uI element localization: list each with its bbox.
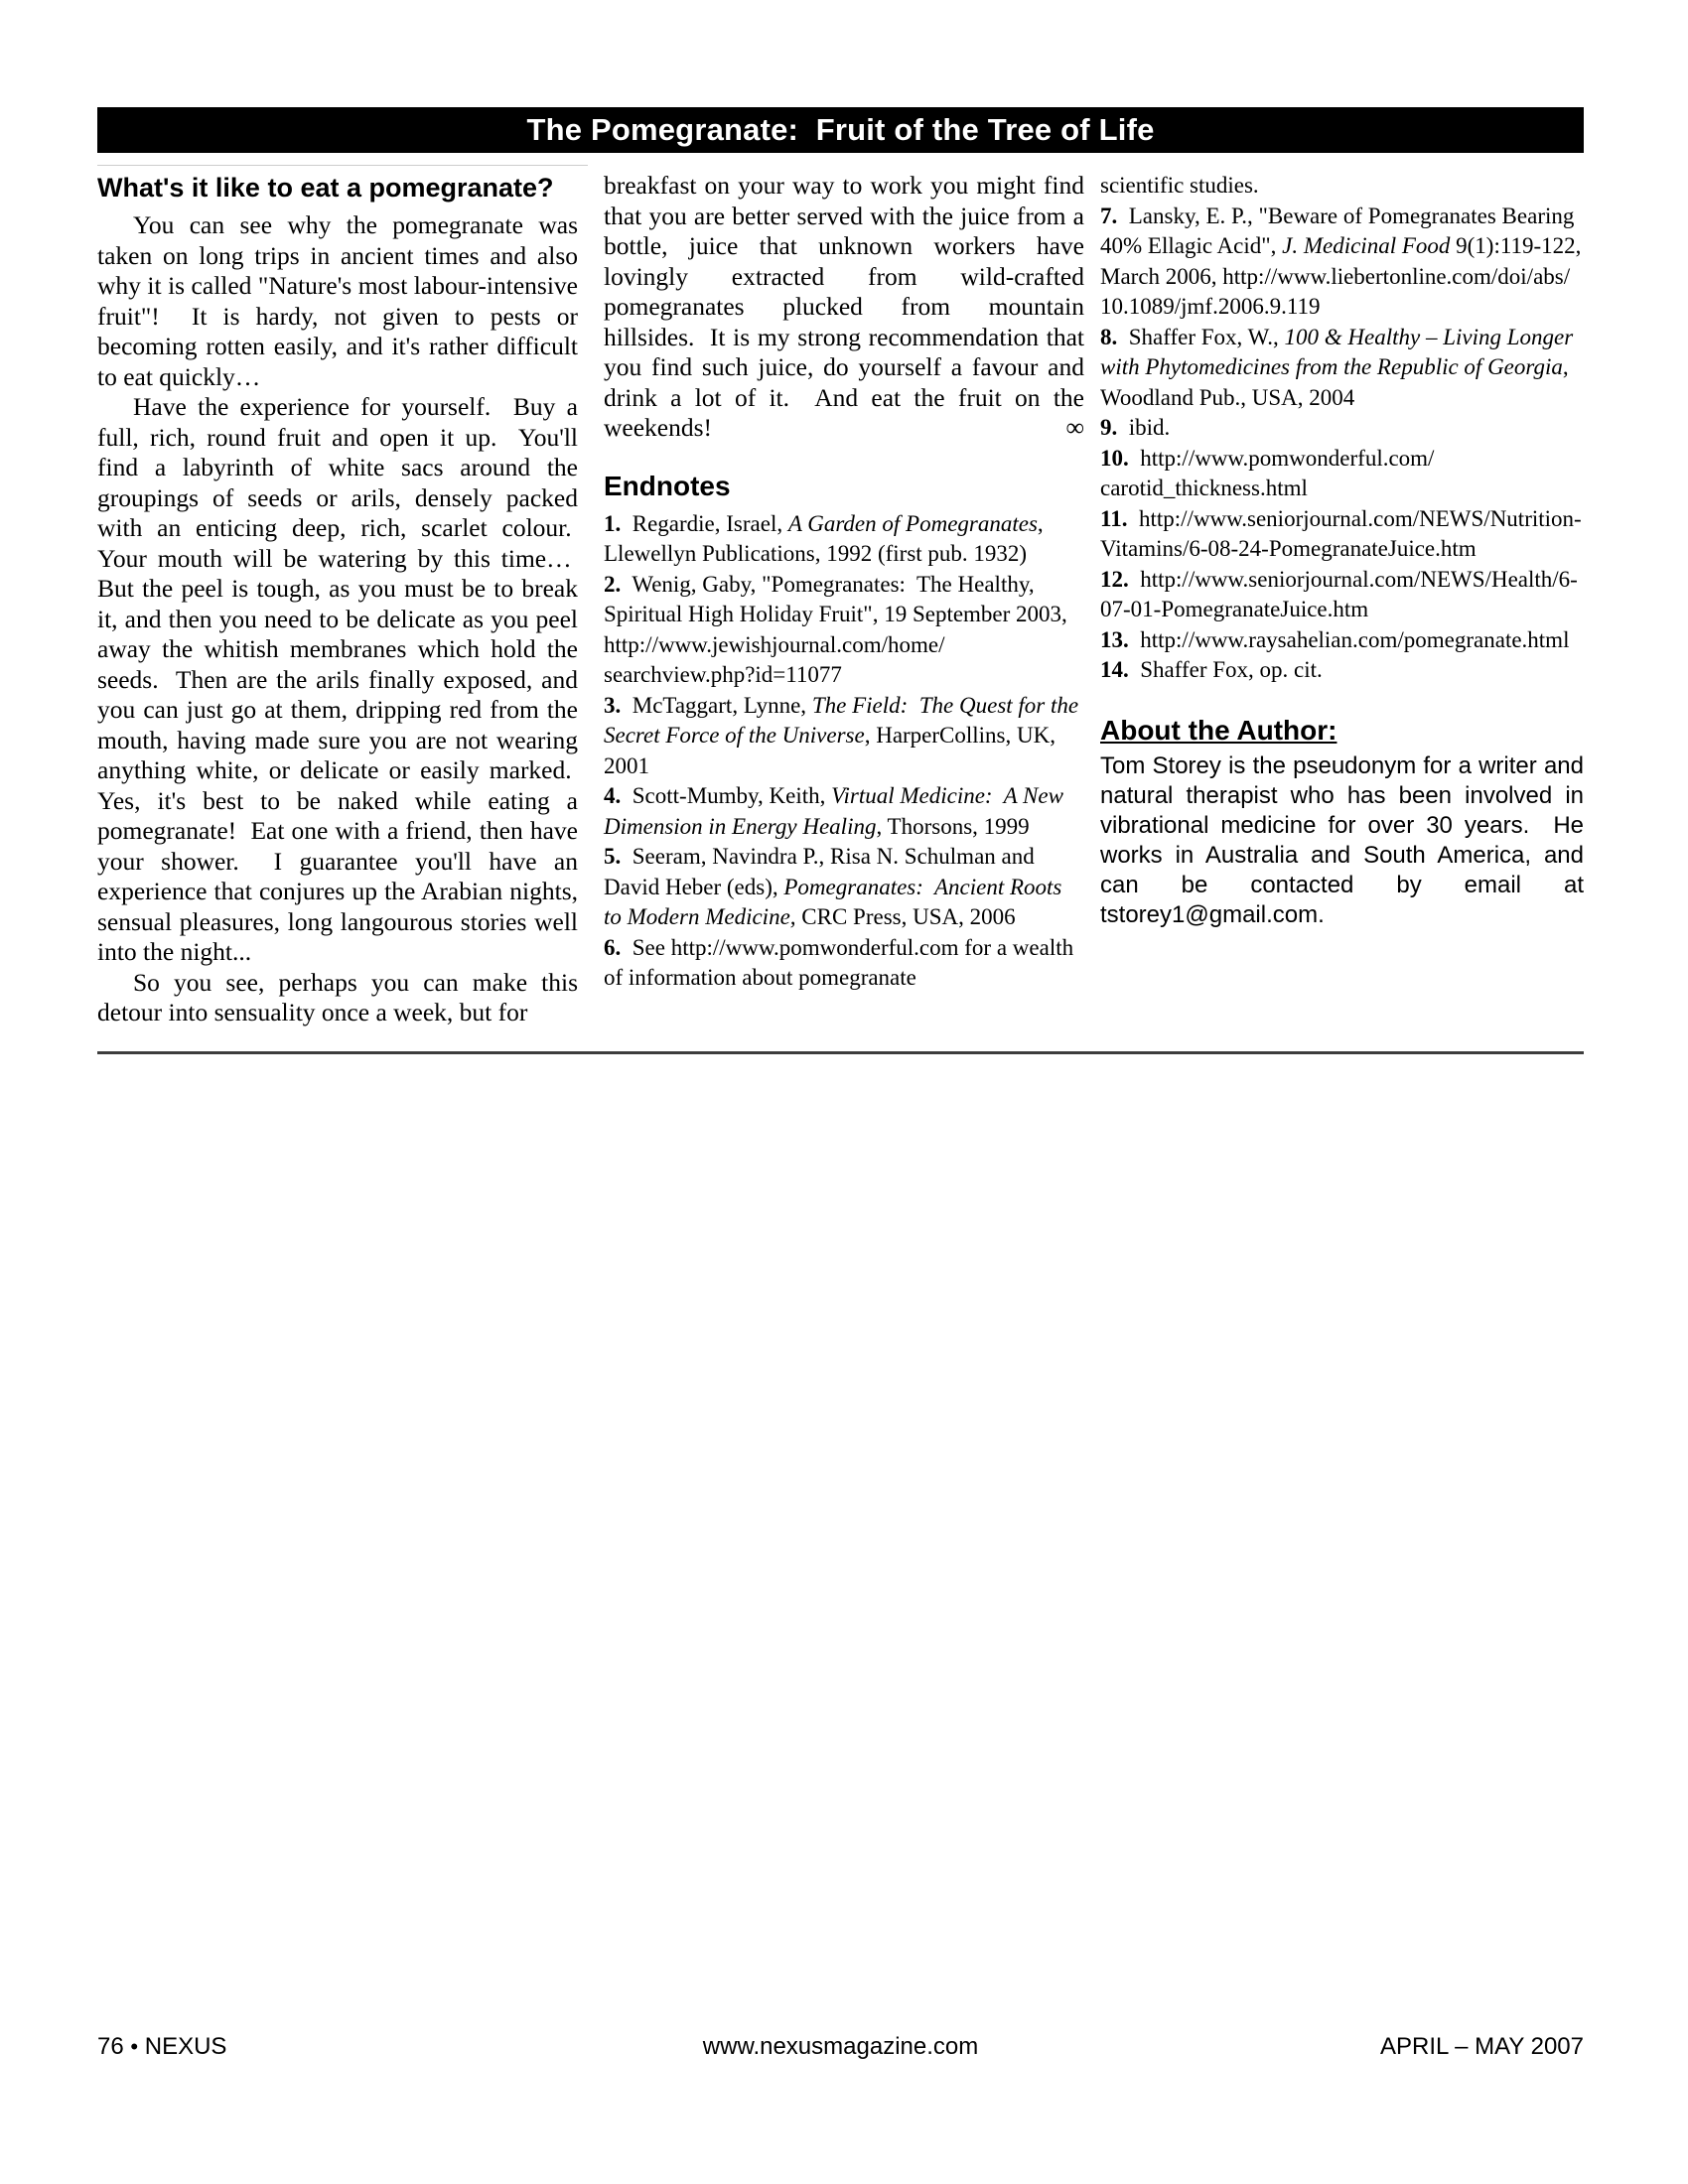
endnote-number: 10.	[1100, 445, 1129, 471]
endnote-item: 13. http://www.raysahelian.com/pomegranate.html	[1100, 626, 1570, 652]
endnote-6-continuation: scientific studies.	[1100, 173, 1259, 198]
section-heading: What's it like to eat a pomegranate?	[97, 173, 554, 203]
endnote-item: 2. Wenig, Gaby, "Pomegranates: The Healthy, Spiritual High Holiday Fruit", 19 September 2003, http://www.jewishjournal.com/home/searchview.php?id=11077	[604, 571, 1067, 687]
endnote-number: 4.	[604, 783, 622, 808]
endnote-item: 10. http://www.pomwonderful.com/carotid_thickness.html	[1100, 445, 1435, 500]
footer-issue-date: APRIL – MAY 2007	[1379, 2033, 1584, 2060]
endnote-number: 11.	[1100, 505, 1128, 531]
endnote-item: 8. Shaffer Fox, W., 100 & Healthy – Living Longer with Phytomedicines from the Republic of Georgia, Woodland Pub., USA, 2004	[1100, 324, 1574, 410]
endnote-item: 5. Seeram, Navindra P., Risa N. Schulman and David Heber (eds), Pomegranates: Ancient Roots to Modern Medicine, CRC Press, USA, 2006	[604, 844, 1062, 929]
footer-divider-rule	[97, 1051, 1584, 1054]
endnote-number: 6.	[604, 934, 622, 960]
endnote-number: 1.	[604, 510, 622, 536]
article-title: The Pomegranate: Fruit of the Tree of Life	[526, 112, 1155, 147]
bullet-icon: •	[130, 2034, 139, 2059]
column-1	[97, 171, 578, 1028]
endnote-number: 13.	[1100, 626, 1129, 652]
endnote-number: 9.	[1100, 415, 1118, 440]
endnote-item: 7. Lansky, E. P., "Beware of Pomegranates Bearing 40% Ellagic Acid", J. Medicinal Food 9(1):119-122, March 2006, http://www.liebertonline.com/doi/abs/10.1089/jmf.2006.9.119	[1100, 203, 1582, 319]
column1-paragraphs	[97, 210, 578, 1028]
end-of-article-mark: ∞	[1065, 413, 1084, 442]
endnotes-heading: Endnotes	[604, 470, 731, 501]
about-author-heading: About the Author:	[1100, 714, 1337, 746]
column2-paragraph-container	[604, 171, 1084, 444]
endnote-item: 6. See http://www.pomwonderful.com for a wealth of information about pomegranate	[604, 934, 1074, 990]
page-number: 76	[97, 2033, 124, 2060]
endnote-number: 14.	[1100, 657, 1129, 682]
page-footer	[97, 2033, 1584, 2065]
column-3	[1100, 171, 1584, 930]
endnote-item: 11. http://www.seniorjournal.com/NEWS/Nutrition-Vitamins/6-08-24-PomegranateJuice.htm	[1100, 505, 1582, 561]
endnote-number: 5.	[604, 844, 622, 869]
endnote-item: 4. Scott-Mumby, Keith, Virtual Medicine: A New Dimension in Energy Healing, Thorsons, 1999	[604, 783, 1063, 839]
endnote-item: 1. Regardie, Israel, A Garden of Pomegranates, Llewellyn Publications, 1992 (first pub. 1932)	[604, 510, 1044, 566]
endnote-item: 9. ibid.	[1100, 415, 1171, 440]
endnotes-list-col2	[604, 509, 1084, 994]
endnote-item: 12. http://www.seniorjournal.com/NEWS/Health/6-07-01-PomegranateJuice.htm	[1100, 566, 1578, 621]
endnote-number: 2.	[604, 571, 622, 597]
endnotes-list-col3	[1100, 202, 1584, 686]
endnote-item: 3. McTaggart, Lynne, The Field: The Quest for the Secret Force of the Universe, HarperCollins, UK, 2001	[604, 692, 1079, 778]
column-2	[604, 171, 1084, 994]
body-paragraph: You can see why the pomegranate was taken on long trips in ancient times and also why it is called "Nature's most labour-intensive fruit"! It is hardy, not given to pests or becoming rotten easily, and it's rather difficult to eat quickly…	[97, 210, 578, 391]
endnote-number: 8.	[1100, 324, 1118, 349]
body-paragraph: Have the experience for yourself. Buy a full, rich, round fruit and open it up. You'll find a labyrinth of white sacs around the groupings of seeds or arils, densely packed with an enticing deep, rich, scarlet colour. Your mouth will be watering by this time… But the peel is tough, as you must be to break it, and then you need to be delicate as you peel away the whitish membranes which hold the seeds. Then are the arils finally exposed, and you can just go at them, dripping red from the mouth, having made sure you are not wearing anything white, or delicate or easily marked. Yes, it's best to be naked while eating a pomegranate! Eat one with a friend, then have your shower. I guarantee you'll have an experience that conjures up the Arabian nights, sensual pleasures, long langourous stories well into the night...	[97, 392, 578, 966]
magazine-brand: NEXUS	[144, 2033, 227, 2060]
body-paragraph: So you see, perhaps you can make this detour into sensuality once a week, but for	[97, 967, 578, 1026]
endnote-number: 7.	[1100, 203, 1118, 228]
footer-website: www.nexusmagazine.com	[702, 2033, 979, 2060]
endnote-item: 14. Shaffer Fox, op. cit.	[1100, 657, 1323, 682]
endnote-number: 12.	[1100, 566, 1129, 592]
endnote-number: 3.	[604, 692, 622, 718]
about-author-text: Tom Storey is the pseudonym for a writer and natural therapist who has been involved in vibrational medicine for over 30 years. He works in Australia and South America, and can be contacted by email at tstorey1@gmail.com.	[1100, 751, 1584, 928]
header-hairline	[97, 165, 588, 166]
article-title-bar	[97, 107, 1584, 153]
body-paragraph: breakfast on your way to work you might find that you are better served with the juice from a bottle, juice that unknown workers have lovingly extracted from wild-crafted pomegranates plucked from mountain hillsides. It is my strong recommendation that you find such juice, do yourself a favour and drink a lot of it. And eat the fruit on the weekends! ∞	[604, 171, 1084, 442]
footer-page-brand	[97, 2033, 226, 2061]
